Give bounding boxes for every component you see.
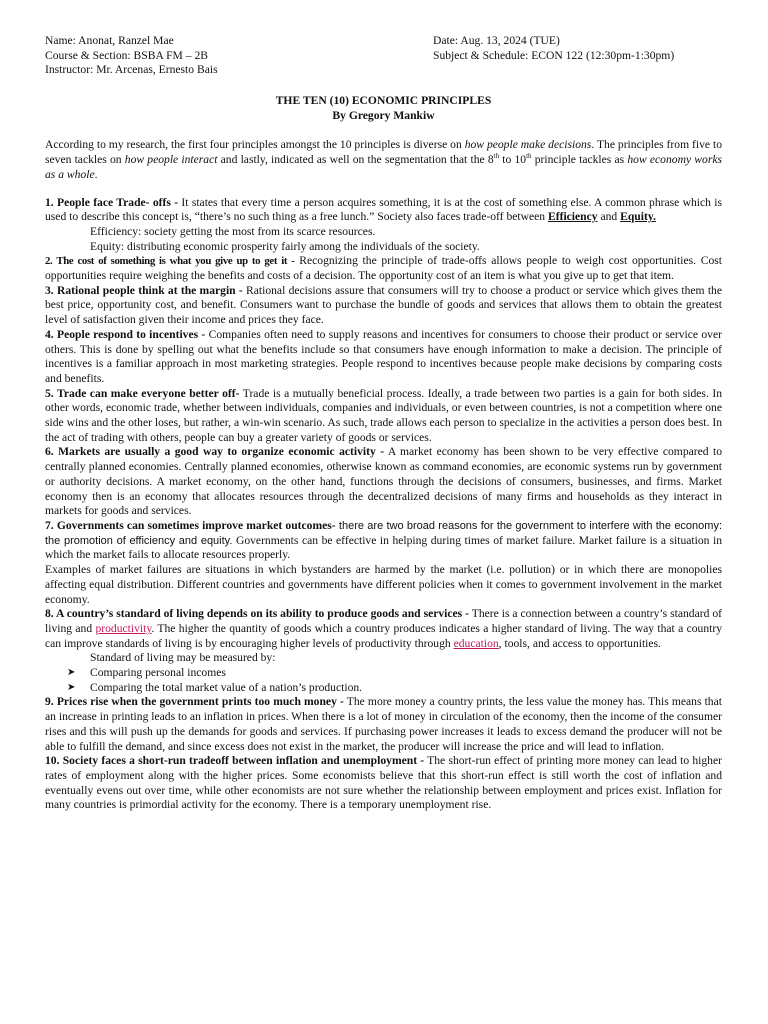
instructor: Instructor: Mr. Arcenas, Ernesto Bais [45, 63, 218, 77]
list-item [67, 666, 722, 681]
intro-text: . The principles from five to seven tackles on [45, 138, 722, 167]
principle-body: A market economy has been shown to be very effective compared to centrally planned economies. Centrally planned economies, otherwise known as command economies, are economic systems run by government or authority decisions. A market economy, on the other hand, functions through the decisions of consumers, businesses, and firms. Market economy then is an economy that allocates resources through the decentralized decisions of many firms and households as they interact in markets for goods and services. [45, 445, 722, 518]
education-link[interactable]: education [453, 636, 499, 650]
schedule-info [433, 34, 674, 63]
principle-7 [45, 519, 722, 563]
principle-body: and [597, 210, 621, 224]
principle-body: The short-run effect of printing more money can lead to higher rates of employment along with the higher prices. Some economists believe that this short-run effect is still worth the cost of inflation and eventually evens out over time, while other economists are not sure whether the relationship between employment and prices exist. Inflation for many countries is primordial activity for the economy. There is a temporary unemployment rise. [45, 754, 722, 812]
principle-8 [45, 607, 722, 651]
superscript: th [493, 152, 500, 161]
document-title [45, 94, 722, 123]
date: Date: Aug. 13, 2024 (TUE) [433, 34, 560, 47]
productivity-link[interactable]: productivity [95, 621, 152, 635]
intro-emphasis: how people interact [124, 153, 218, 167]
principle-7-examples: Examples of market failures are situations in which bystanders are harmed by the market (i.e. pollution) or in which there are monopolies affecting equal distribution. Different countries and governments have different policies when it comes to government involvement in the market economy. [45, 563, 722, 606]
principle-heading: 9. Prices rise when the government prints too much money - [45, 695, 344, 709]
principle-heading: 2. The cost of something is what you give up to get it - [45, 255, 295, 268]
title-main: THE TEN (10) ECONOMIC PRINCIPLES [275, 94, 492, 107]
document-header [45, 34, 722, 80]
intro-text: . [94, 167, 98, 181]
title-author: By Gregory Mankiw [332, 108, 435, 122]
principle-6 [45, 445, 722, 519]
intro-text: and lastly, indicated as well on the segmentation that the 8 [217, 153, 494, 167]
student-name: Name: Anonat, Ranzel Mae [45, 34, 174, 47]
principle-heading: 1. People face Trade- offs - [45, 195, 179, 209]
principle-10 [45, 754, 722, 813]
principle-3 [45, 284, 722, 328]
list-item [67, 681, 722, 696]
principle-body: Companies often need to supply reasons and incentives for consumers to choose their product or service over others. This is done by spelling out what the benefits include so that consumers have enough information to make a decision. The principle of incentives is a familiar approach in most marketing strategies. People respond to incentives because people make decisions by comparing costs and benefits. [45, 327, 722, 385]
principle-heading: 6. Markets are usually a good way to organize economic activity - [45, 445, 385, 459]
principle-1 [45, 196, 722, 225]
principle-body: . The higher the quantity of goods which a country produces indicates a higher standard of living. The way that a country can improve standards of living is by encouraging higher levels of productivity through [45, 621, 722, 650]
principle-body: It states that every time a person acquires something, it is at the cost of something else. A common phrase which is used to describe this concept is, “there’s no such thing as a free lunch.” Society also faces trade-off between [45, 195, 722, 224]
principle-heading: 3. Rational people think at the margin - [45, 283, 243, 297]
principle-2 [45, 254, 722, 283]
principle-body: There is a connection between a country’s standard of living and [45, 607, 722, 635]
term-equity: Equity. [620, 210, 656, 224]
principle-body: Rational decisions assure that consumers will try to choose a product or service which gives them the best price, opportunity cost, and benefit. Consumers want to purchase the bundle of goods and services that allows them to obtain the greatest level of satisfaction given their income and prices they face. [45, 283, 722, 327]
subject-schedule: Subject & Schedule: ECON 122 (12:30pm-1:30pm) [433, 48, 675, 62]
standard-of-living-label: Standard of living may be measured by: [90, 651, 276, 665]
intro-text: According to my research, the first four principles amongst the 10 principles is diverse on [45, 138, 465, 152]
principle-heading: 5. Trade can make everyone better off- [45, 386, 240, 400]
intro-emphasis: how people make decisions [464, 138, 592, 152]
student-info [45, 34, 218, 78]
course-section: Course & Section: BSBA FM – 2B [45, 48, 208, 62]
principle-body: Recognizing the principle of trade-offs allows people to weigh cost opportunities. Cost opportunities require weighing the benefits and costs of a decision. The opportunity cost of an item is what you give up to get that item. [45, 254, 722, 283]
intro-text: principle tackles as [531, 153, 628, 167]
arrowhead-bullet-icon: ➤ [67, 667, 76, 679]
principle-heading: 10. Society faces a short-run tradeoff between inflation and unemployment - [45, 754, 425, 768]
principle-4 [45, 328, 722, 387]
definition-equity: Equity: distributing economic prosperity fairly among the individuals of the society. [90, 239, 480, 253]
principle-body: , tools, and access to opportunities. [498, 636, 661, 650]
document-page [45, 34, 722, 813]
list-item-text: Comparing personal incomes [90, 666, 226, 680]
principle-heading: 4. People respond to incentives - [45, 327, 206, 341]
definition-efficiency: Efficiency: society getting the most from its scarce resources. [90, 224, 376, 238]
intro-paragraph [45, 138, 722, 182]
term-efficiency: Efficiency [547, 210, 598, 224]
principle-5 [45, 387, 722, 446]
principle-body: there are two broad reasons for the government to interfere with the economy: the promotion of efficiency and equity. [45, 519, 723, 547]
principle-9 [45, 695, 722, 754]
list-item-text: Comparing the total market value of a nation’s production. [90, 680, 363, 694]
superscript: th [526, 152, 532, 161]
principle-heading: 8. A country’s standard of living depends on its ability to produce goods and services - [45, 607, 470, 621]
principle-heading: 7. Governments can sometimes improve market outcomes- [45, 518, 336, 532]
intro-emphasis: how economy works as a whole [45, 153, 722, 181]
principle-body: The more money a country prints, the less value the money has. This means that an increase in printing leads to an inflation in prices. When there is a lot of money in circulation of the economy, then the income of the consumer rises and this will push up the demands for goods and services. If purchasing power increases it leads to excess demand the producer will not be able to fulfill the demand, and since excess does not exist in the market, the producer will increase the price and will lead to inflation. [45, 695, 722, 753]
principle-body: Governments can be effective in helping during times of market failure. Market failure is a situation in which the market fails to allocate resources properly. [45, 533, 722, 562]
intro-text: to 10 [499, 153, 527, 167]
standard-of-living-list [45, 666, 722, 695]
arrowhead-bullet-icon: ➤ [67, 681, 76, 693]
principle-body: Trade is a mutually beneficial process. Ideally, a trade between two parties is a gain for both sides. In other words, economic trade, whether between individuals, companies and individuals, or even between countries, is not a competition where one side wins and the other loses, but rather, a win-win scenario. As such, trade allows each person to specialize in the activities a person does best. In the act of trading with others, people can buy a greater variety of goods or services. [45, 386, 722, 444]
